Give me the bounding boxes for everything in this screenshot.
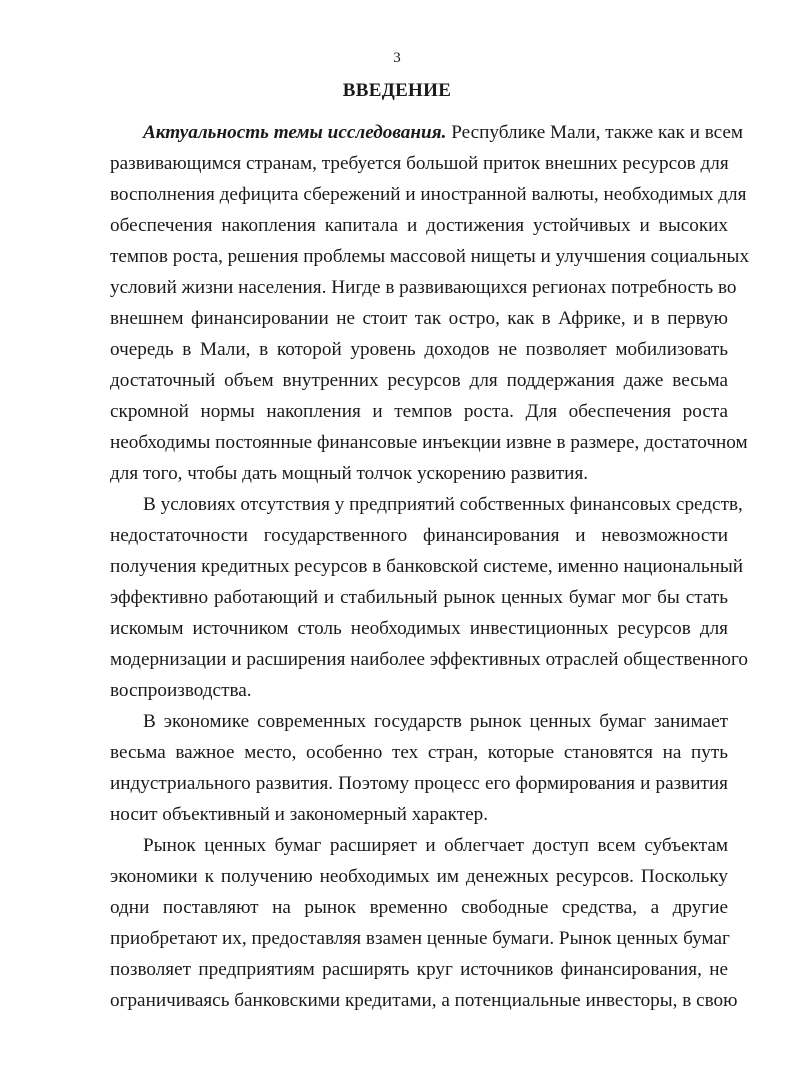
text-line: модернизации и расширения наиболее эффективных отраслей общественного bbox=[110, 649, 748, 670]
text-line: индустриального развития. Поэтому процесс его формирования и развития bbox=[110, 773, 728, 794]
text-line: необходимы постоянные финансовые инъекции извне в размере, достаточном bbox=[110, 432, 748, 453]
text-line: Актуальность темы исследования. Республике Мали, также как и всем bbox=[143, 122, 744, 143]
text-line: приобретают их, предоставляя взамен ценные бумаги. Рынок ценных бумаг bbox=[110, 928, 730, 949]
text-line: для того, чтобы дать мощный толчок ускорению развития. bbox=[110, 463, 589, 484]
text-line: темпов роста, решения проблемы массовой нищеты и улучшения социальных bbox=[110, 246, 750, 267]
body-text bbox=[110, 117, 750, 1016]
text-line: весьма важное место, особенно тех стран, которые становятся на путь bbox=[110, 742, 728, 763]
text-line: очередь в Мали, в которой уровень доходов не позволяет мобилизовать bbox=[110, 339, 728, 360]
text-line: восполнения дефицита сбережений и иностранной валюты, необходимых для bbox=[110, 184, 747, 205]
paragraph-2 bbox=[110, 489, 748, 706]
text-line: ограничиваясь банковскими кредитами, а потенциальные инвесторы, в свою bbox=[110, 990, 738, 1011]
text-line: Рынок ценных бумаг расширяет и облегчает доступ всем субъектам bbox=[143, 835, 728, 856]
text-line: экономики к получению необходимых им денежных ресурсов. Поскольку bbox=[110, 866, 728, 887]
text-line: В экономике современных государств рынок ценных бумаг занимает bbox=[143, 711, 728, 732]
text-line: внешнем финансировании не стоит так остро, как в Африке, и в первую bbox=[110, 308, 728, 329]
text-line: В условиях отсутствия у предприятий собственных финансовых средств, bbox=[143, 494, 743, 515]
page-number: 3 bbox=[393, 50, 401, 66]
section-heading: ВВЕДЕНИЕ bbox=[342, 80, 452, 101]
text-line: обеспечения накопления капитала и достижения устойчивых и высоких bbox=[110, 215, 728, 236]
text-line: достаточный объем внутренних ресурсов для поддержания даже весьма bbox=[110, 370, 728, 391]
text-line: недостаточности государственного финансирования и невозможности bbox=[110, 525, 728, 546]
text-line: одни поставляют на рынок временно свободные средства, а другие bbox=[110, 897, 728, 918]
text-line: позволяет предприятиям расширять круг источников финансирования, не bbox=[110, 959, 728, 980]
paragraph-4 bbox=[110, 830, 738, 1016]
text-line: искомым источником столь необходимых инвестиционных ресурсов для bbox=[110, 618, 728, 639]
paragraph-lead: Актуальность темы исследования. bbox=[143, 122, 447, 143]
text-line: скромной нормы накопления и темпов роста. Для обеспечения роста bbox=[110, 401, 728, 422]
paragraph-3 bbox=[110, 706, 728, 830]
text-line: условий жизни населения. Нигде в развивающихся регионах потребность во bbox=[110, 277, 737, 298]
paragraph-1 bbox=[110, 117, 750, 489]
text-line: развивающимся странам, требуется большой приток внешних ресурсов для bbox=[110, 153, 729, 174]
text-line: воспроизводства. bbox=[110, 680, 252, 701]
text-line: носит объективный и закономерный характер. bbox=[110, 804, 489, 825]
text-line: эффективно работающий и стабильный рынок ценных бумаг мог бы стать bbox=[110, 587, 728, 608]
text-line: получения кредитных ресурсов в банковской системе, именно национальный bbox=[110, 556, 743, 577]
